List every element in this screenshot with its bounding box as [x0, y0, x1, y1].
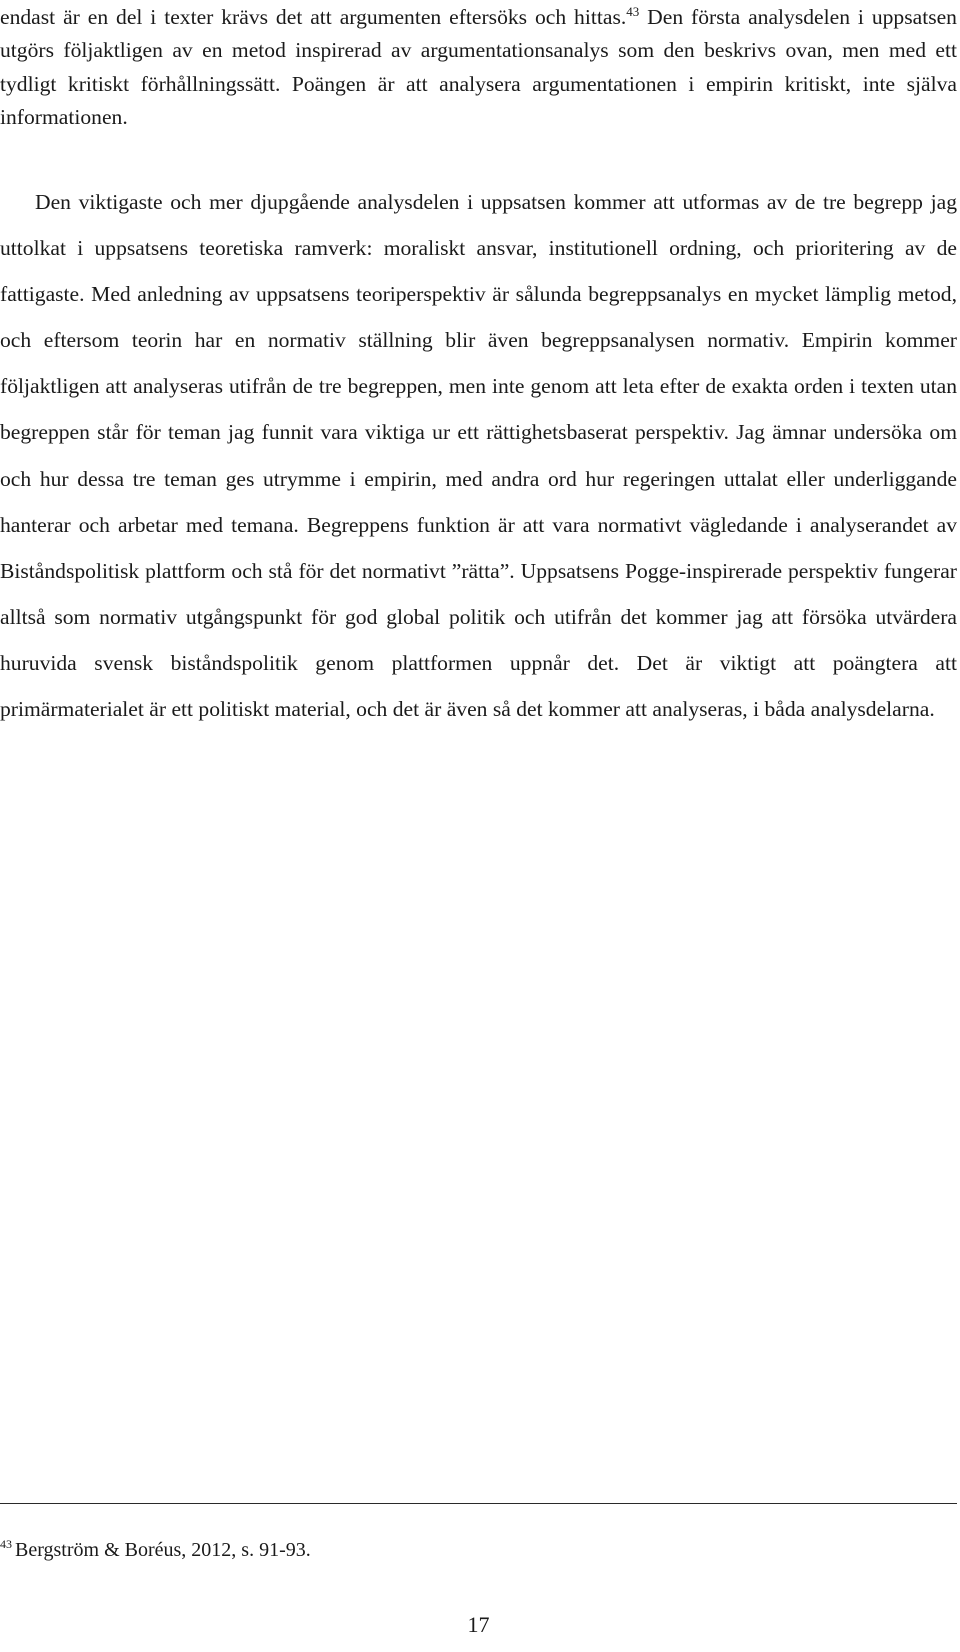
page-number: 17	[467, 1612, 490, 1637]
paragraph-1	[0, 1, 957, 134]
paragraph-2: Den viktigaste och mer djupgående analysdelen i uppsatsen kommer att utformas av de tre begrepp jag uttolkat i uppsatsens teoretiska ramverk: moraliskt ansvar, institutionell ordning, och prioritering av de fattigaste. Med anledning av uppsatsens teoriperspektiv är sålunda begreppsanalys en mycket lämplig metod, och eftersom teorin har en normativ ställning blir även begreppsanalysen normativ. Empirin kommer följaktligen att analyseras utifrån de tre begreppen, men inte genom att leta efter de exakta orden i texten utan begreppen står för teman jag funnit vara viktiga ur ett rättighetsbaserat perspektiv. Jag ämnar undersöka om och hur dessa tre teman ges utrymme i empirin, med andra ord hur regeringen uttalat eller underliggande hanterar och arbetar med temana. Begreppens funktion är att vara normativt vägledande i analyserandet av Biståndspolitisk plattform och stå för det normativt ”rätta”. Uppsatsens Pogge-inspirerade perspektiv fungerar alltså som normativ utgångspunkt för god global politik och utifrån det kommer jag att försöka utvärdera huruvida svensk biståndspolitik genom plattformen uppnår det. Det är viktigt att poängtera att primärmaterialet är ett politiskt material, och det är även så det kommer att analyseras, i båda analysdelarna.	[0, 190, 957, 722]
footnote-number: 43	[0, 1537, 12, 1552]
footnote-text: Bergström & Boréus, 2012, s. 91-93.	[15, 1539, 311, 1561]
footnote-reference[interactable]: 43	[626, 3, 640, 19]
footnote-divider	[0, 1503, 957, 1504]
paragraph-1-text-start: endast är en del i texter krävs det att argumenten eftersöks och hittas.	[0, 5, 627, 29]
paragraph-1-text-end: Den första analysdelen i uppsatsen utgörs följaktligen av en metod inspirerad av argumentationsanalys som den beskrivs ovan, men med ett tydligt kritiskt förhållningssätt. Poängen är att analysera argumentationen i empirin kritiskt, inte själva informationen.	[0, 5, 957, 129]
footnote	[0, 1538, 311, 1562]
